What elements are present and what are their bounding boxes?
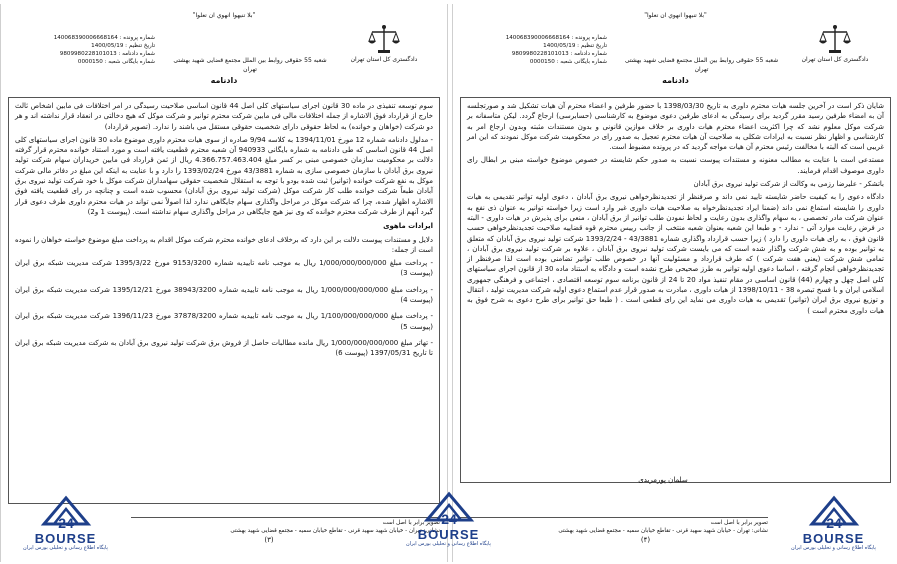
- logo-subtitle: پایگاه اطلاع رسانی و تحلیلی بورس ایران: [23, 545, 108, 551]
- page-number: (۳): [264, 536, 274, 544]
- case-metadata: [467, 34, 607, 66]
- footer-certification: تصویر برابر با اصل است: [710, 520, 768, 526]
- verdict-body: [8, 97, 440, 504]
- list-item: - تهاتر مبلغ 1/000/000/000/000 ریال مانده مطالبات حاصل از فروش برق شرکت تولید نیروی برق آبادان به شرکت مدیریت شبکه برق ایران تا تاریخ 1397/05/31 (پیوست 6): [15, 338, 433, 358]
- court-emblem: [339, 24, 429, 63]
- logo-wordmark: BOURSE: [34, 531, 97, 546]
- verdict-number: شماره دادنامه : 9809980228101013: [511, 51, 607, 57]
- verdict-number: شماره دادنامه : 9809980228101013: [59, 51, 155, 57]
- svg-text:24: 24: [57, 515, 74, 531]
- bourse-logo: [771, 494, 896, 564]
- bourse-logo-center: [386, 490, 511, 560]
- section-intro: دلایل و مستندات پیوست دلالت بر این دارد که برخلاف ادعای خوانده محترم شرکت موکل اقدام به پرداخت مبلغ موضوع خواسته خواهان را نموده است از جمله:: [15, 235, 433, 254]
- archive-number: شماره بایگانی شعبه : 0000150: [77, 59, 155, 65]
- paragraph: مستدعی است با عنایت به مطالب معنونه و مستندات پیوست نسبت به صدور حکم شایسته در خصوص موضوع خواسته مبنی بر ابطال رای داوری موصوف اقدام فرمایند.: [467, 156, 884, 175]
- court-name: دادگستری کل استان تهران: [350, 56, 418, 63]
- footer-certification: تصویر برابر با اصل است: [382, 520, 440, 526]
- svg-text:24: 24: [440, 511, 457, 527]
- branch-info: [623, 56, 780, 74]
- verdict-text: [9, 98, 439, 368]
- bourse-logo: [3, 494, 128, 564]
- issue-date: تاریخ تنظیم : 1400/05/19: [543, 43, 607, 49]
- bourse-logo-icon: [419, 490, 479, 528]
- branch-name: شعبه 55 حقوقی روابط بین الملل مجتمع قضایی شهید بهشتی: [624, 57, 779, 64]
- issue-date: تاریخ تنظیم : 1400/05/19: [91, 43, 155, 49]
- case-metadata: [15, 34, 155, 66]
- archive-number: شماره بایگانی شعبه : 0000150: [529, 59, 607, 65]
- section-heading: ایرادات ماهوی: [383, 222, 433, 231]
- case-number: شماره پرونده : 140068390006668164: [53, 35, 155, 41]
- footer-address: نشانی: تهران - خیابان شهید سهید قرنی - تقاطع خیابان سمیه - مجتمع قضایی شهید بهشتی: [230, 528, 440, 534]
- bismillah-text: "بلا تنيهوا انهوي ان تعلوا": [644, 12, 707, 19]
- document-page-4: [452, 4, 897, 562]
- page-header: [1, 4, 447, 99]
- paragraph: - مدلول دادنامه شماره 12 مورخ 1394/11/01 به کلاسه 9/94 صادره از سوی هیات محترم داوری موضوع ماده 30 قانون اجرای سیاستهای کلی اصل 44 قانون اساسی که طی دادنامه به شماره بایگانی 940933 آن شعبه محترم قطعیت یافته است و مورد استناد خوانده محترم قرار گرفته دلالت بر محکومیت سازمان خصوصی مبنی بر کسر مبلغ 4.366.757.463.404 ریال از ثمن قرارداد فی مابین خریداران سهام شرکت تولید نیروی برق آبادان با سازمان خصوصی سازی به شماره 43/3881 مورخ 1393/02/24 را دارد و با عنایت به اینکه این مبلغ در دفاتر مالی شرکت موکل به نفع شرکت خوانده (توانیر) ثبت شده بودو با توجه به استقلال شخصیت حقوقی سهامداران شرکت موکل با خود شرکت تولید نیروی برق آبادان طبعاً شرکت خوانده طلب کار شرکت موکل (شرکت تولید نیروی برق آبادان) محسوب شده است و چنانچه در رای قطعیت یافته فوق الاشاره اظهار شده، چرا که شرکت موکل در مراحل واگذاری سهام جایگاهی ندارد لذا اصولاً نمی تواند در هیات محترم داوری طرف دعوی قرار گیرد آنهم از طرف شرکت محترم خوانده که وی نیز هیچ جایگاهی در مراحل واگذاری سهام نداشته است. (پیوست 1 و2): [15, 135, 434, 216]
- court-emblem: [790, 24, 880, 63]
- verdict-text: [461, 98, 890, 322]
- bismillah-text: "بلا تنيهوا انهوي ان تعلوا": [192, 12, 256, 19]
- paragraph: دادگاه دعوی را به کیفیت حاضر شایسته تایید نمی داند و صرفنظر از تجدیدنظرخواهی نیروی برق آبادان ، دعوی اولیه توانیر تقدیمی به هیات داوری را شایسته استماع نمی داند (ضمنا ایراد تجدیدنظرخواه به صلاحیت هیات داوری غیر وارد است زیرا خواسته توانیر به عنوان ذی نفع به عنوان شرکت مادر تخصصی ، به سهام واگذاری بدون رعایت و لحاظ نمودن طلب توانیر از برق آبادان ، منعی برای پذیرش در هیات داوری - البته در فرض رعایت موارد آتی - ندارد - و طبعا این شعبه بعنوان شعبه منتخب از جانب رییس محترم قوه قضاییه صلاحیت تجدیدنظرخواهی حسب قانون فوق ، به رای هیات داوری را دارد ) زیرا حسب قرارداد واگذاری شماره 43/3881 - 1393/2/24 شرکت تولید نیروی برق آبادان که متعلق به توانیر بوده و به شش شرکت واگذار شده است که می بایست شرکت تولید نیروی برق آبادان ، علاوه بر شرکت تولید نیروی برق آبادان ، تمامی شش شرکت (یعنی هفت شرکت ) که طرف قرارداد و مسئولیت آنها در خصوص طلب توانیر تضامنی بوده است لذا صرفنظر از تجدیدنظرخواهی انجام گرفته ، اساسا دعوی اولیه توانیر به طرز صحیحی طرح نشده است و دادگاه به استناد ماده 30 از قانون اجرای سیاستهای کلی اصل چهل و چهارم (44) قانون اساسی در مقام تنفیذ مواد 20 تا 24 از قانون برنامه سوم توسعه اقتصادی ، اجتماعی و فرهنگی جمهوری اسلامی ایران و با فسخ تبصره 38 - 1398/10/11 از هیات داوری ، مبادرت به صدور قرار عدم استماع دعوی اولیه شرکت مدیریت تولید ، انتقال و توزیع نیروی برق ایران (توانیر) تقدیمی به هیات داوری می نماید این رای قطعی است . ( طبعا حق توانیر برای طرح دعوی به شرح فوق به هیات داوری محترم است ): [467, 193, 885, 315]
- branch-name: شعبه 55 حقوقی روابط بین الملل مجتمع قضایی شهید بهشتی: [173, 57, 327, 64]
- scales-of-justice-icon: [818, 24, 852, 54]
- svg-text:24: 24: [825, 515, 842, 531]
- logo-wordmark: BOURSE: [802, 531, 865, 546]
- paragraph: سوم توسعه تنفیذی در ماده 30 قانون اجرای سیاستهای کلی اصل 44 قانون اساسی صلاحیت رسیدگی در امر اختلافات فی مابین اشخاص ثالث خارج از قرارداد فوق الاشاره از جمله اختلافات مالی فی مابین شرکت محترم توانیر و شرکت موکل که هیچ دخالتی در انعقاد قرار نداشته اند و هر دو شرکت (خواهان و خوانده) به لحاظ حقوقی دارای شخصیت حقوقی مستقل می باشند را ندارد. (تصویر قرارداد): [15, 102, 433, 131]
- case-number: شماره پرونده : 140068390006668164: [505, 35, 607, 41]
- page-number: (۴): [640, 536, 651, 544]
- footer-address: نشانی: تهران - خیابان شهید سهید قرنی - تقاطع خیابان سمیه - مجتمع قضایی شهید بهشتی: [558, 528, 768, 534]
- list-item: - پرداخت مبلغ 1/000/000/000/000 ریال به موجب نامه تاییدیه شماره 9153/3200 مورخ 1395/3/22 شرکت مدیریت شبکه برق ایران (پیوست 3): [15, 259, 433, 278]
- bourse-logo-icon: [36, 494, 96, 532]
- page-header: [453, 4, 897, 99]
- logo-subtitle: پایگاه اطلاع رسانی و تحلیلی بورس ایران: [406, 541, 491, 547]
- paragraph: شایان ذکر است در آخرین جلسه هیات محترم داوری به تاریخ 1398/03/30 با حضور طرفین و اعضاء محترم آن هیات تشکیل شد و صورتجلسه آن به امضاء طرفین رسید مقرر گردید برای رسیدگی به ادعای طرفین دعوی موضوع به کارشناسی (حسابرسی) ارجاع گردد. لیکن متاسفانه بر شرکت موکل معلوم نشد که چرا اکثریت اعضاء محترم هیات داوری بر خلاف موازین قانونی و بدون مستندات مثبته وبدون ارجاع امر به کارشناسی و اظهار نظر نسبت به ایرادات شکلی به صلاحیت آن هیات محترم تعجیل به صدور رای در محکومیت شرکت موکل نمودند که این امر غریبی است که البته با مخالفت رئیس محترم آن هیات مواجه گردید که در پرونده مضبوط است.: [467, 102, 884, 152]
- branch-city: تهران: [243, 66, 257, 73]
- document-title: دادنامه: [662, 76, 689, 85]
- court-name: دادگستری کل استان تهران: [801, 56, 869, 63]
- branch-city: تهران: [694, 66, 709, 73]
- paragraph: باتشکر - علیرضا رزمی به وکالت از شرکت تولید نیروی برق آبادان: [693, 180, 884, 189]
- bourse-logo-icon: [804, 494, 864, 532]
- verdict-body: [460, 97, 891, 483]
- document-page-3: [0, 4, 448, 562]
- document-title: دادنامه: [210, 76, 238, 85]
- logo-subtitle: پایگاه اطلاع رسانی و تحلیلی بورس ایران: [791, 545, 876, 551]
- list-item: - پرداخت مبلغ 1/000/000/000/000 ریال به موجب نامه تاییدیه شماره 38943/3200 مورخ 1395/12/21 شرکت مدیریت شبکه برق ایران (پیوست 4): [15, 285, 433, 305]
- scales-of-justice-icon: [367, 24, 401, 54]
- list-item: - پرداخت مبلغ 1/100/000/000/000 ریال به موجب نامه تاییدیه شماره 37878/3200 مورخ 1396/11/23 شرکت مدیریت شبکه برق ایران (پیوست 5): [15, 312, 433, 331]
- judge-signature: سلمان پورمریدی: [638, 476, 688, 484]
- logo-wordmark: BOURSE: [417, 527, 480, 542]
- branch-info: [171, 56, 329, 74]
